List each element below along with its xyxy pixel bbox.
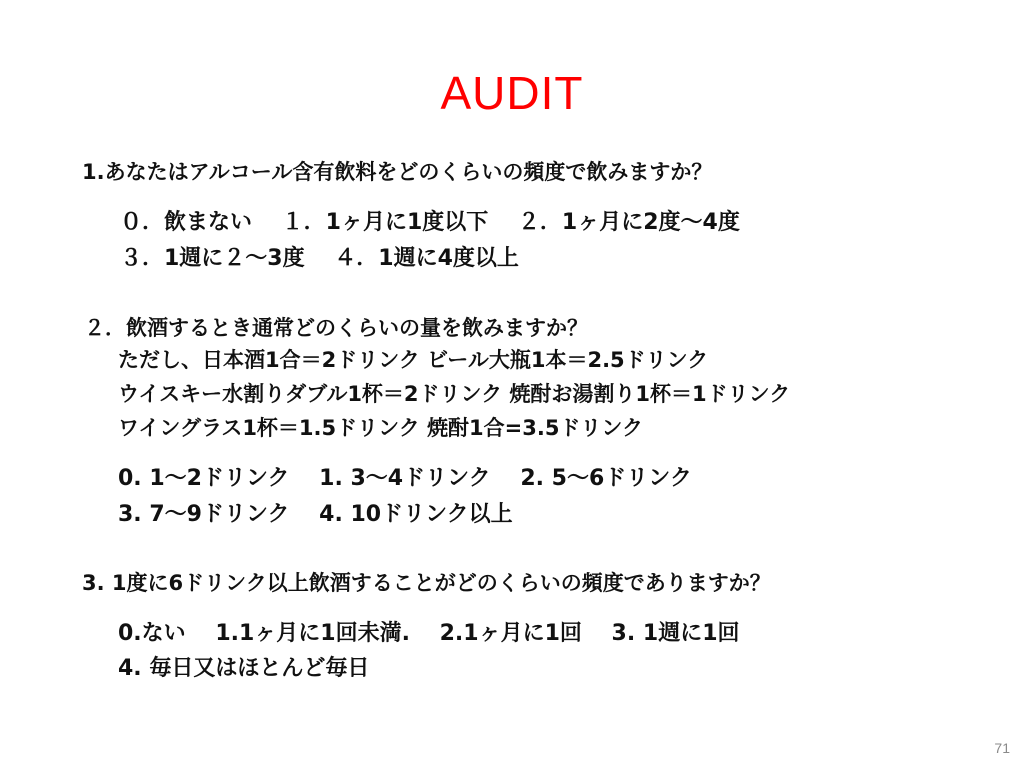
q2-note-line2: ウイスキー水割りダブル1杯＝2ドリンク 焼酎お湯割り1杯＝1ドリンク: [118, 382, 791, 406]
q2-question: ２．飲酒するとき通常どのくらいの量を飲みますか？: [84, 316, 588, 340]
q2-note-line3: ワイングラス1杯＝1.5ドリンク 焼酎1合=3.5ドリンク: [118, 416, 644, 440]
q1-options-line2: ３．1週に２～3度 ４．1週に4度以上: [120, 246, 519, 271]
q3-options-line1: 0.ない 1.1ヶ月に1回未満. 2.1ヶ月に1回 3. 1週に1回: [118, 621, 740, 646]
page-number: 71: [994, 740, 1010, 756]
q3-options-line2: 4. 毎日又はほとんど毎日: [118, 656, 370, 681]
q2-options-line2: 3. 7～9ドリンク 4. 10ドリンク以上: [118, 502, 513, 527]
slide-title: AUDIT: [440, 67, 584, 119]
q3-question: 3. 1度に6ドリンク以上飲酒することがどのくらいの頻度でありますか？: [82, 571, 771, 595]
q2-note-line1: ただし、日本酒1合＝2ドリンク ビール大瓶1本＝2.5ドリンク: [118, 348, 709, 372]
q2-options-line1: 0. 1～2ドリンク 1. 3～4ドリンク 2. 5～6ドリンク: [118, 466, 692, 491]
q1-question: 1.あなたはアルコール含有飲料をどのくらいの頻度で飲みますか？: [82, 160, 713, 184]
q1-options-line1: ０．飲まない １．1ヶ月に1度以下 ２．1ヶ月に2度～4度: [120, 210, 740, 235]
